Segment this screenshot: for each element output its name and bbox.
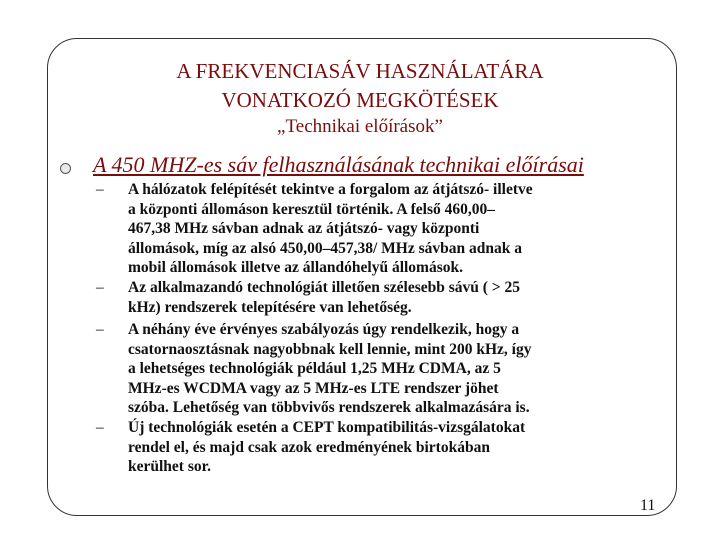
list-item-line: Az alkalmazandó technológiát illetően szélesebb sávú ( > 25 bbox=[128, 279, 521, 296]
list-item-line: A hálózatok felépítését tekintve a forgalom az átjátszó- illetve bbox=[128, 181, 533, 198]
list-item-line: csatornaosztásnak nagyobbnak kell lennie, mint 200 kHz, így bbox=[128, 340, 532, 358]
list-item-line: kerülhet sor. bbox=[128, 458, 211, 475]
list-item-line: 467,38 MHz sávban adnak az átjátszó- vagy központi bbox=[128, 220, 480, 237]
slide-title-line2: VONATKOZÓ MEGKÖTÉSEK bbox=[221, 88, 499, 112]
list-item-line: A néhány éve érvényes szabályozás úgy rendelkezik, hogy a bbox=[128, 321, 520, 338]
list-item bbox=[96, 278, 520, 317]
list-item-line: állomások, míg az alsó 450,00–457,38/ MHz sávban adnak a bbox=[128, 239, 522, 257]
slide-title-line3: „Technikai előírások” bbox=[277, 116, 443, 137]
dash-marker: – bbox=[96, 321, 104, 338]
section-heading: A 450 MHZ-es sáv felhasználásának technikai előírásai bbox=[93, 152, 584, 177]
slide-title-line1: A FREKVENCIASÁV HASZNÁLATÁRA bbox=[176, 59, 544, 83]
list-item bbox=[96, 320, 531, 418]
dash-marker: – bbox=[96, 279, 104, 296]
list-item-line: mobil állomások illetve az állandóhelyű állomások. bbox=[128, 259, 463, 276]
bullet-icon bbox=[60, 163, 71, 174]
dash-marker: – bbox=[96, 419, 104, 436]
list-item-line: Új technológiák esetén a CEPT kompatibilitás-vizsgálatokat bbox=[128, 419, 526, 436]
list-item-line: a lehetséges technológiák például 1,25 MHz CDMA, az 5 bbox=[128, 360, 501, 377]
list-item bbox=[96, 418, 525, 477]
list-item bbox=[96, 180, 533, 278]
list-item-line: a központi állomáson keresztül történik. A felső 460,00– bbox=[128, 200, 495, 218]
list-item-line: szóba. Lehetőség van többvivős rendszerek alkalmazására is. bbox=[128, 399, 530, 416]
dash-marker: – bbox=[96, 181, 104, 198]
list-item-line: MHz-es WCDMA vagy az 5 MHz-es LTE rendszer jöhet bbox=[128, 379, 499, 397]
list-item-line: kHz) rendszerek telepítésére van lehetőség. bbox=[128, 298, 412, 316]
list-item-line: rendel el, és majd csak azok eredményének birtokában bbox=[128, 438, 490, 456]
page-number: 11 bbox=[640, 497, 656, 514]
